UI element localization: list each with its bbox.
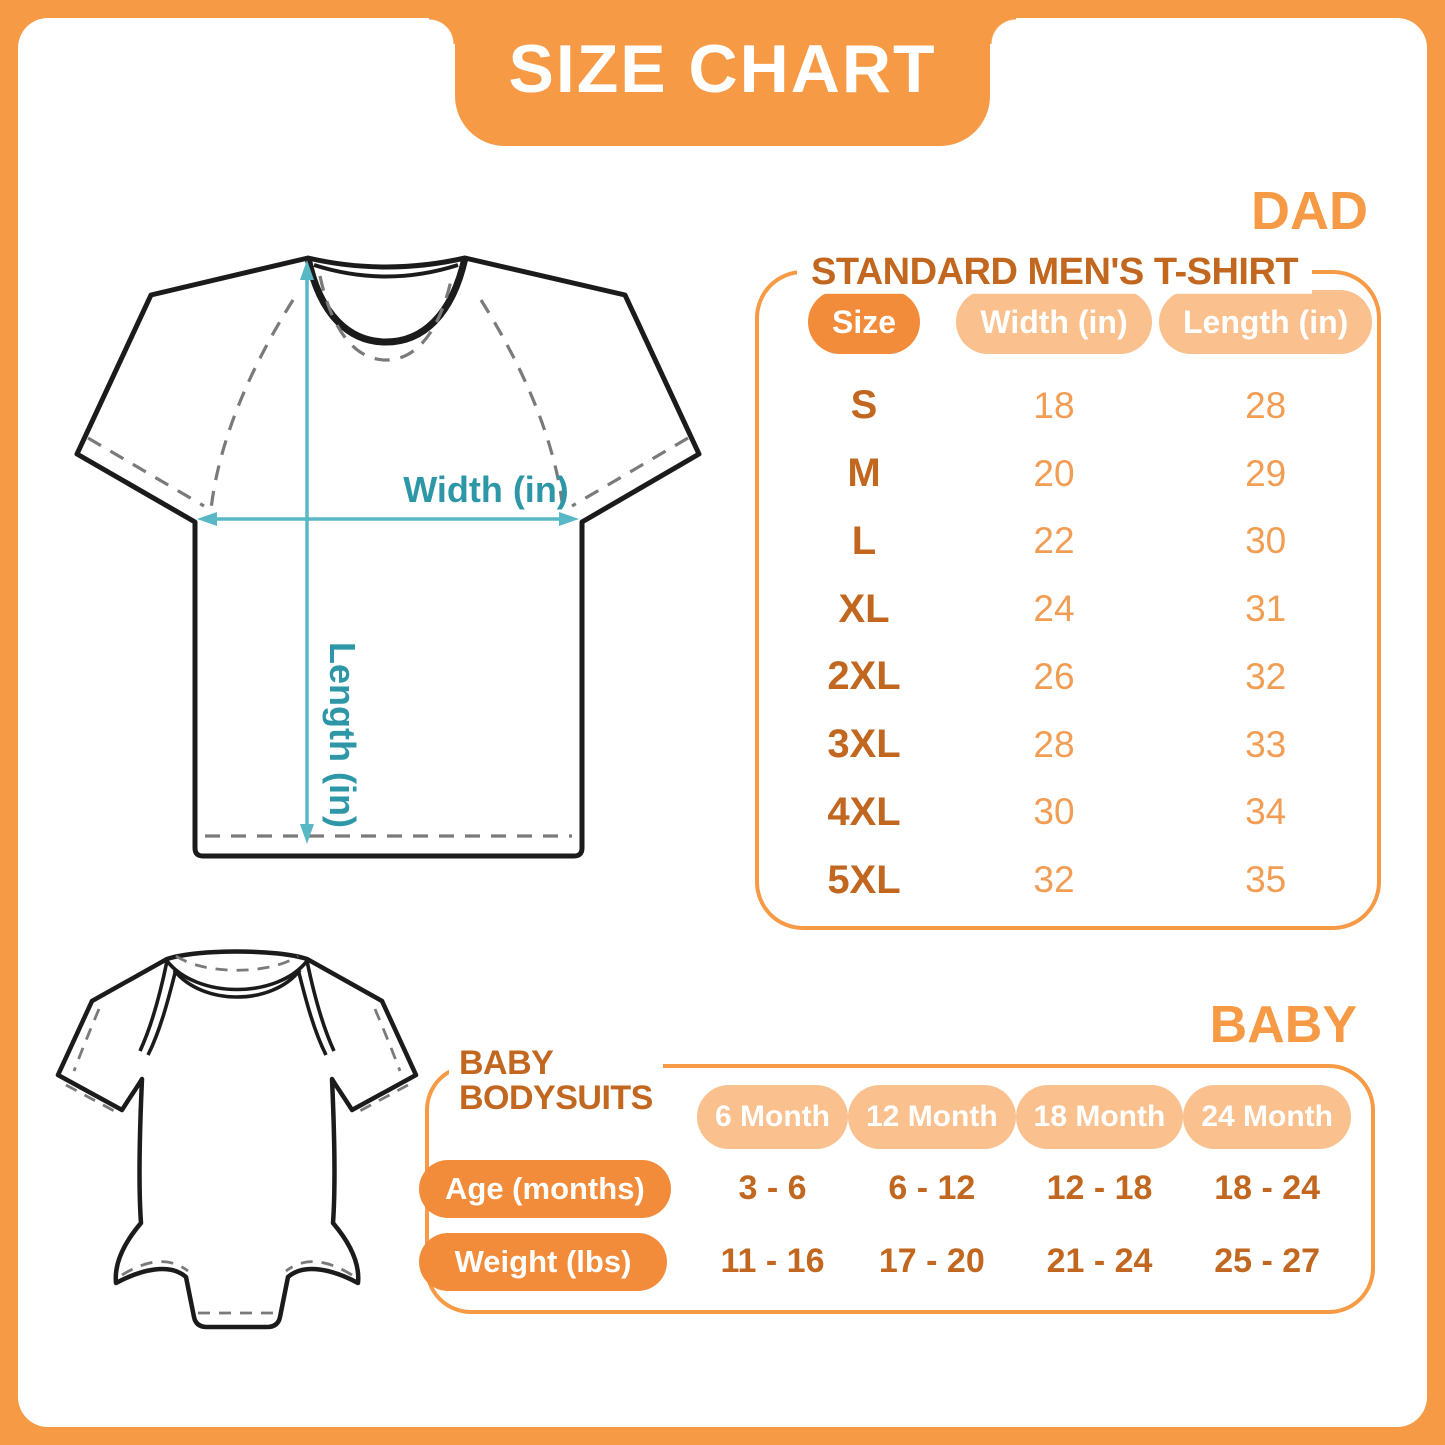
- size-label: 5XL: [827, 857, 901, 902]
- banner-left-fillet: [429, 18, 455, 44]
- weight-value: 17 - 20: [878, 1242, 985, 1280]
- page-title: SIZE CHART: [508, 31, 937, 107]
- title-banner: [455, 0, 990, 146]
- bodysuit-outline: [58, 952, 416, 1328]
- age-value: 3 - 6: [738, 1169, 807, 1207]
- width-value: 30: [1033, 791, 1075, 833]
- column-header-24-month: 24 Month: [1183, 1085, 1351, 1149]
- width-value: 24: [1033, 588, 1075, 630]
- width-label: Width (in): [403, 469, 569, 510]
- column-header-18-month: 18 Month: [1016, 1085, 1184, 1149]
- length-value: 35: [1245, 859, 1287, 901]
- size-label: 2XL: [827, 654, 901, 699]
- length-value: 28: [1245, 384, 1287, 426]
- tshirt-outline: [77, 258, 699, 856]
- row-header-weight: Weight (lbs): [419, 1233, 667, 1291]
- length-value: 31: [1245, 588, 1287, 630]
- width-value: 18: [1033, 384, 1075, 426]
- baby-table-title-line1: BABY: [459, 1044, 554, 1082]
- width-value: 22: [1033, 520, 1075, 562]
- length-value: 30: [1245, 520, 1287, 562]
- baby-size-table: [425, 1044, 1375, 1314]
- length-value: 34: [1245, 791, 1287, 833]
- row-header-age: Age (months): [419, 1160, 671, 1218]
- column-header-length: Length (in): [1159, 290, 1372, 354]
- column-header-12-month: 12 Month: [848, 1085, 1016, 1149]
- baby-section-label: BABY: [1209, 996, 1357, 1054]
- width-value: 32: [1033, 859, 1075, 901]
- age-value: 6 - 12: [888, 1169, 976, 1207]
- baby-table-title: [449, 1046, 663, 1117]
- tshirt-diagram: [58, 238, 702, 902]
- size-label: L: [851, 518, 877, 563]
- dad-size-table: [755, 250, 1381, 930]
- weight-value: 11 - 16: [720, 1242, 825, 1280]
- size-label: 4XL: [827, 789, 901, 834]
- dad-table-grid: [779, 290, 1357, 914]
- dad-section-label: DAD: [1251, 181, 1368, 241]
- length-value: 32: [1245, 655, 1287, 697]
- banner-right-fillet: [990, 18, 1016, 44]
- dad-table-title: STANDARD MEN'S T-SHIRT: [797, 251, 1312, 294]
- size-label: M: [847, 451, 881, 496]
- age-value: 18 - 24: [1214, 1169, 1321, 1207]
- age-value: 12 - 18: [1046, 1169, 1153, 1207]
- baby-bodysuit-diagram: [52, 945, 424, 1353]
- length-value: 33: [1245, 723, 1287, 765]
- width-value: 20: [1033, 452, 1075, 494]
- length-value: 29: [1245, 452, 1287, 494]
- length-label: Length (in): [322, 642, 363, 828]
- weight-value: 25 - 27: [1214, 1242, 1321, 1280]
- width-value: 26: [1033, 655, 1075, 697]
- width-value: 28: [1033, 723, 1075, 765]
- column-header-size: Size: [808, 290, 920, 354]
- weight-value: 21 - 24: [1046, 1242, 1153, 1280]
- size-label: S: [850, 383, 878, 428]
- baby-table-title-line2: BODYSUITS: [459, 1079, 653, 1118]
- size-label: 3XL: [827, 722, 901, 767]
- size-label: XL: [838, 586, 890, 631]
- column-header-width: Width (in): [956, 290, 1151, 354]
- column-header-6-month: 6 Month: [697, 1085, 848, 1149]
